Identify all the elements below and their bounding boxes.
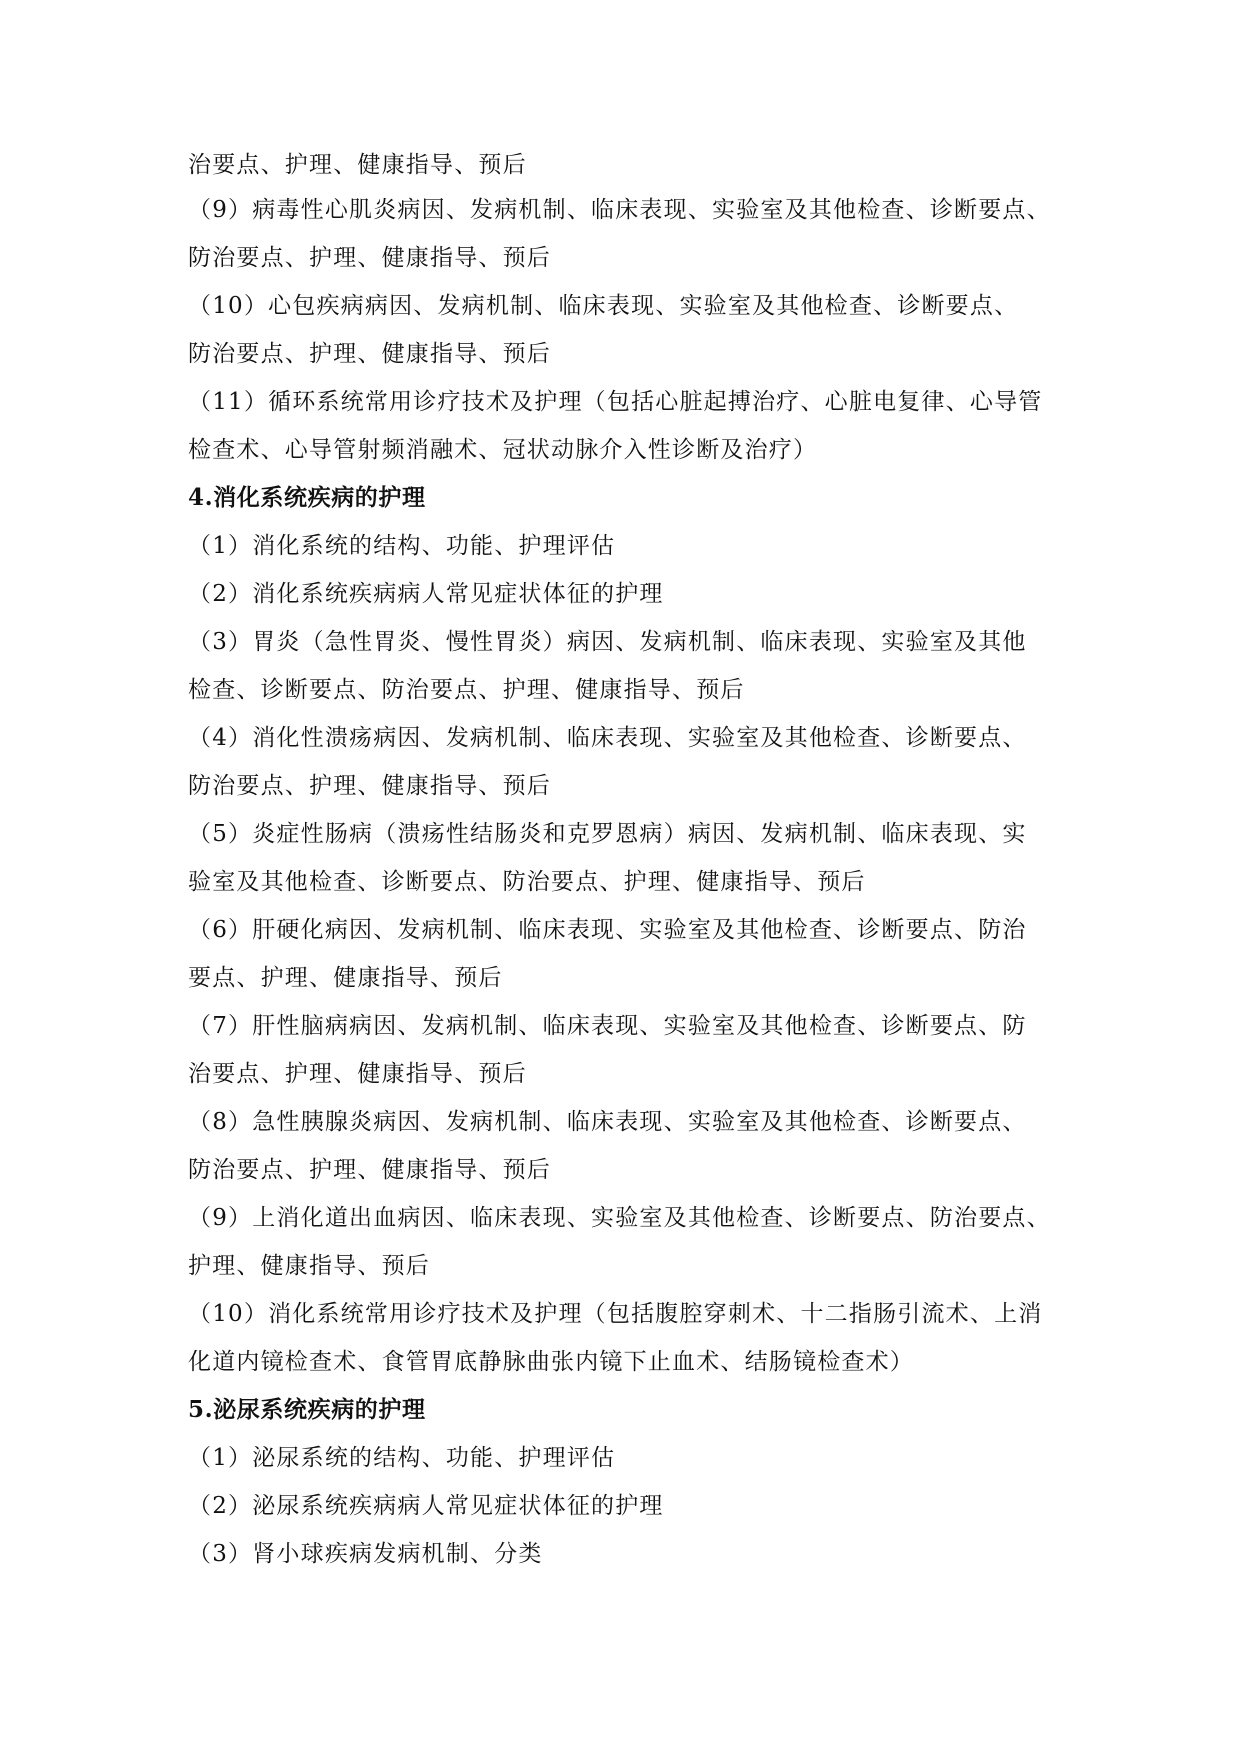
list-item: （8）急性胰腺炎病因、发病机制、临床表现、实验室及其他检查、诊断要点、 — [188, 1109, 1027, 1135]
list-item-continuation: 检查、诊断要点、防治要点、护理、健康指导、预后 — [188, 677, 745, 703]
list-item: （10）消化系统常用诊疗技术及护理（包括腹腔穿刺术、十二指肠引流术、上消 — [188, 1301, 1043, 1327]
list-item: （7）肝性脑病病因、发病机制、临床表现、实验室及其他检查、诊断要点、防 — [188, 1013, 1027, 1039]
list-item: （11）循环系统常用诊疗技术及护理（包括心脏起搏治疗、心脏电复律、心导管 — [188, 389, 1043, 415]
list-item-continuation: 防治要点、护理、健康指导、预后 — [188, 773, 551, 799]
list-item: （1）消化系统的结构、功能、护理评估 — [188, 533, 616, 559]
list-item: （3）肾小球疾病发病机制、分类 — [188, 1541, 543, 1567]
list-item-continuation: 护理、健康指导、预后 — [188, 1253, 430, 1279]
list-item: （9）上消化道出血病因、临床表现、实验室及其他检查、诊断要点、防治要点、 — [188, 1205, 1051, 1231]
list-item-continuation: 验室及其他检查、诊断要点、防治要点、护理、健康指导、预后 — [188, 869, 866, 895]
list-item-continuation: 检查术、心导管射频消融术、冠状动脉介入性诊断及治疗） — [188, 437, 818, 463]
list-item: （2）泌尿系统疾病病人常见症状体征的护理 — [188, 1493, 664, 1519]
list-item: （1）泌尿系统的结构、功能、护理评估 — [188, 1445, 616, 1471]
list-item-continuation: 化道内镜检查术、食管胃底静脉曲张内镜下止血术、结肠镜检查术） — [188, 1349, 914, 1375]
list-item: （2）消化系统疾病病人常见症状体征的护理 — [188, 581, 664, 607]
list-item: （4）消化性溃疡病因、发病机制、临床表现、实验室及其他检查、诊断要点、 — [188, 725, 1027, 751]
list-item-continuation: 要点、护理、健康指导、预后 — [188, 965, 503, 991]
list-item-continuation: 防治要点、护理、健康指导、预后 — [188, 341, 551, 367]
list-item: （6）肝硬化病因、发病机制、临床表现、实验室及其他检查、诊断要点、防治 — [188, 917, 1027, 943]
list-item: （5）炎症性肠病（溃疡性结肠炎和克罗恩病）病因、发病机制、临床表现、实 — [188, 821, 1027, 847]
section-heading-digestive: 4.消化系统疾病的护理 — [188, 484, 426, 511]
section-heading-urinary: 5.泌尿系统疾病的护理 — [188, 1396, 426, 1423]
list-item-continuation: 治要点、护理、健康指导、预后 — [188, 152, 527, 178]
list-item-continuation: 治要点、护理、健康指导、预后 — [188, 1061, 527, 1087]
list-item-continuation: 防治要点、护理、健康指导、预后 — [188, 1157, 551, 1183]
list-item: （9）病毒性心肌炎病因、发病机制、临床表现、实验室及其他检查、诊断要点、 — [188, 197, 1051, 223]
list-item: （3）胃炎（急性胃炎、慢性胃炎）病因、发病机制、临床表现、实验室及其他 — [188, 629, 1027, 655]
list-item-continuation: 防治要点、护理、健康指导、预后 — [188, 245, 551, 271]
list-item: （10）心包疾病病因、发病机制、临床表现、实验室及其他检查、诊断要点、 — [188, 293, 1019, 319]
